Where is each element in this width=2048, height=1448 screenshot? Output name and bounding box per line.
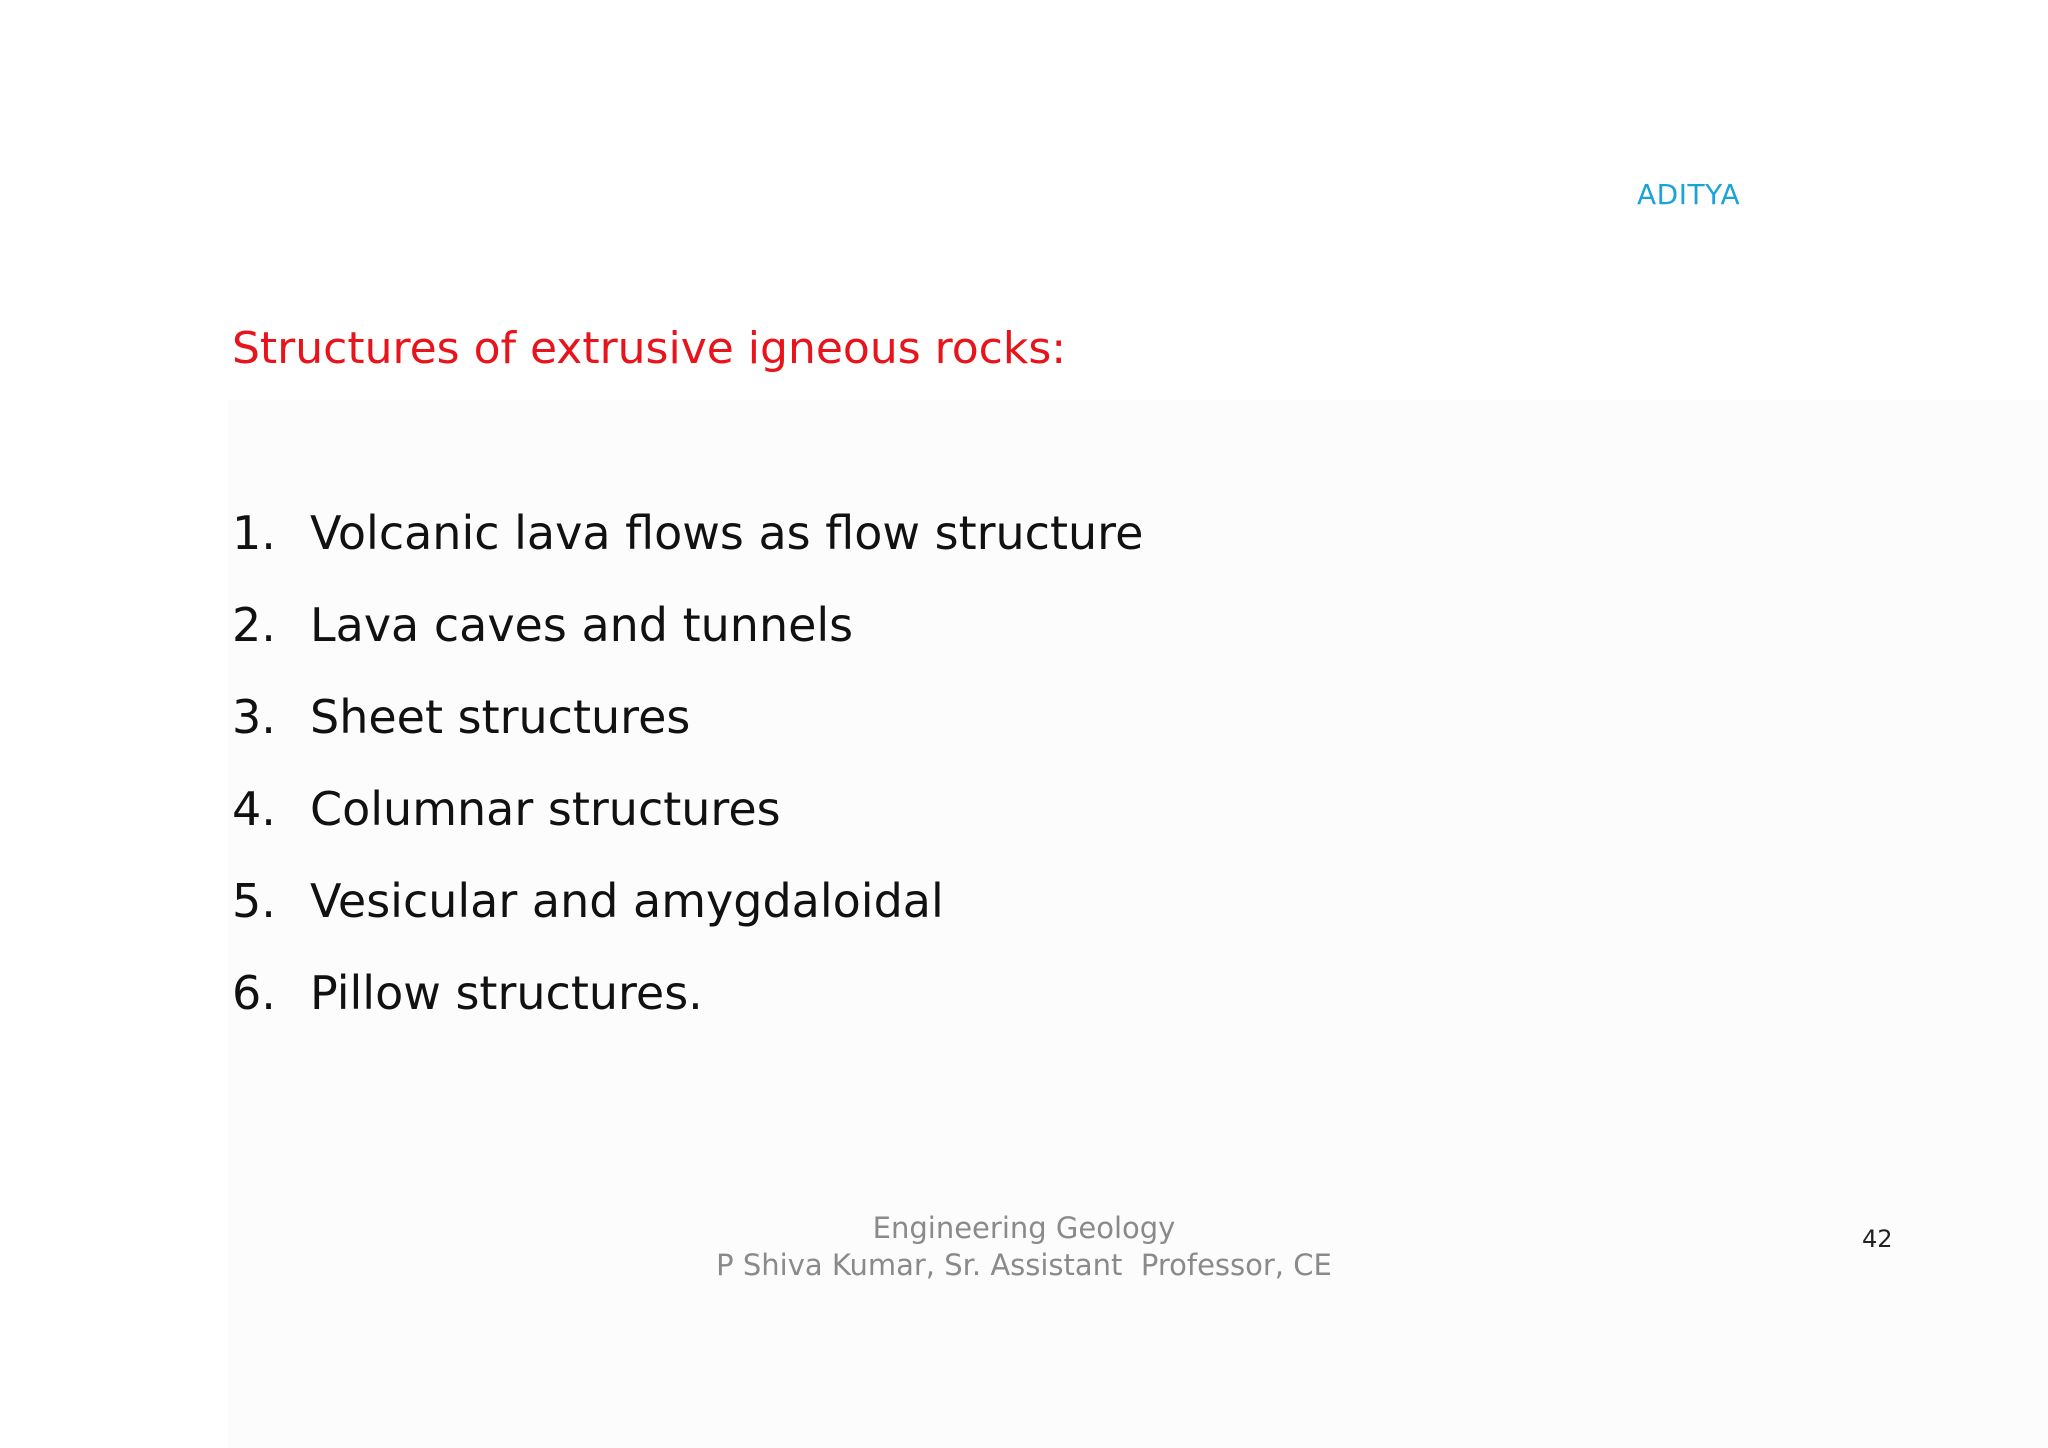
list-item-number: 2. [232,598,276,652]
slide-title: Structures of extrusive igneous rocks: [232,323,1067,374]
list-item [232,686,1143,778]
structure-list [232,502,1143,1054]
footer-course: Engineering Geology [872,1211,1176,1245]
list-item-text: Sheet structures [310,690,691,744]
list-item-text: Pillow structures. [310,966,703,1020]
list-item [232,870,1143,962]
list-item [232,962,1143,1054]
list-item-number: 5. [232,874,276,928]
list-item [232,502,1143,594]
list-item-text: Lava caves and tunnels [310,598,854,652]
slide-footer [0,1210,2048,1284]
list-item-text: Columnar structures [310,782,781,836]
list-item-text: Vesicular and amygdaloidal [310,874,944,928]
list-item [232,594,1143,686]
list-item [232,778,1143,870]
list-item-number: 6. [232,966,276,1020]
list-item-number: 3. [232,690,276,744]
list-item-number: 4. [232,782,276,836]
list-item-number: 1. [232,506,276,560]
list-item-text: Volcanic lava flows as flow structure [310,506,1144,560]
brand-label: ADITYA [1637,178,1741,211]
page-number: 42 [1862,1225,1893,1253]
footer-author: P Shiva Kumar, Sr. Assistant Professor, CE [716,1248,1332,1282]
